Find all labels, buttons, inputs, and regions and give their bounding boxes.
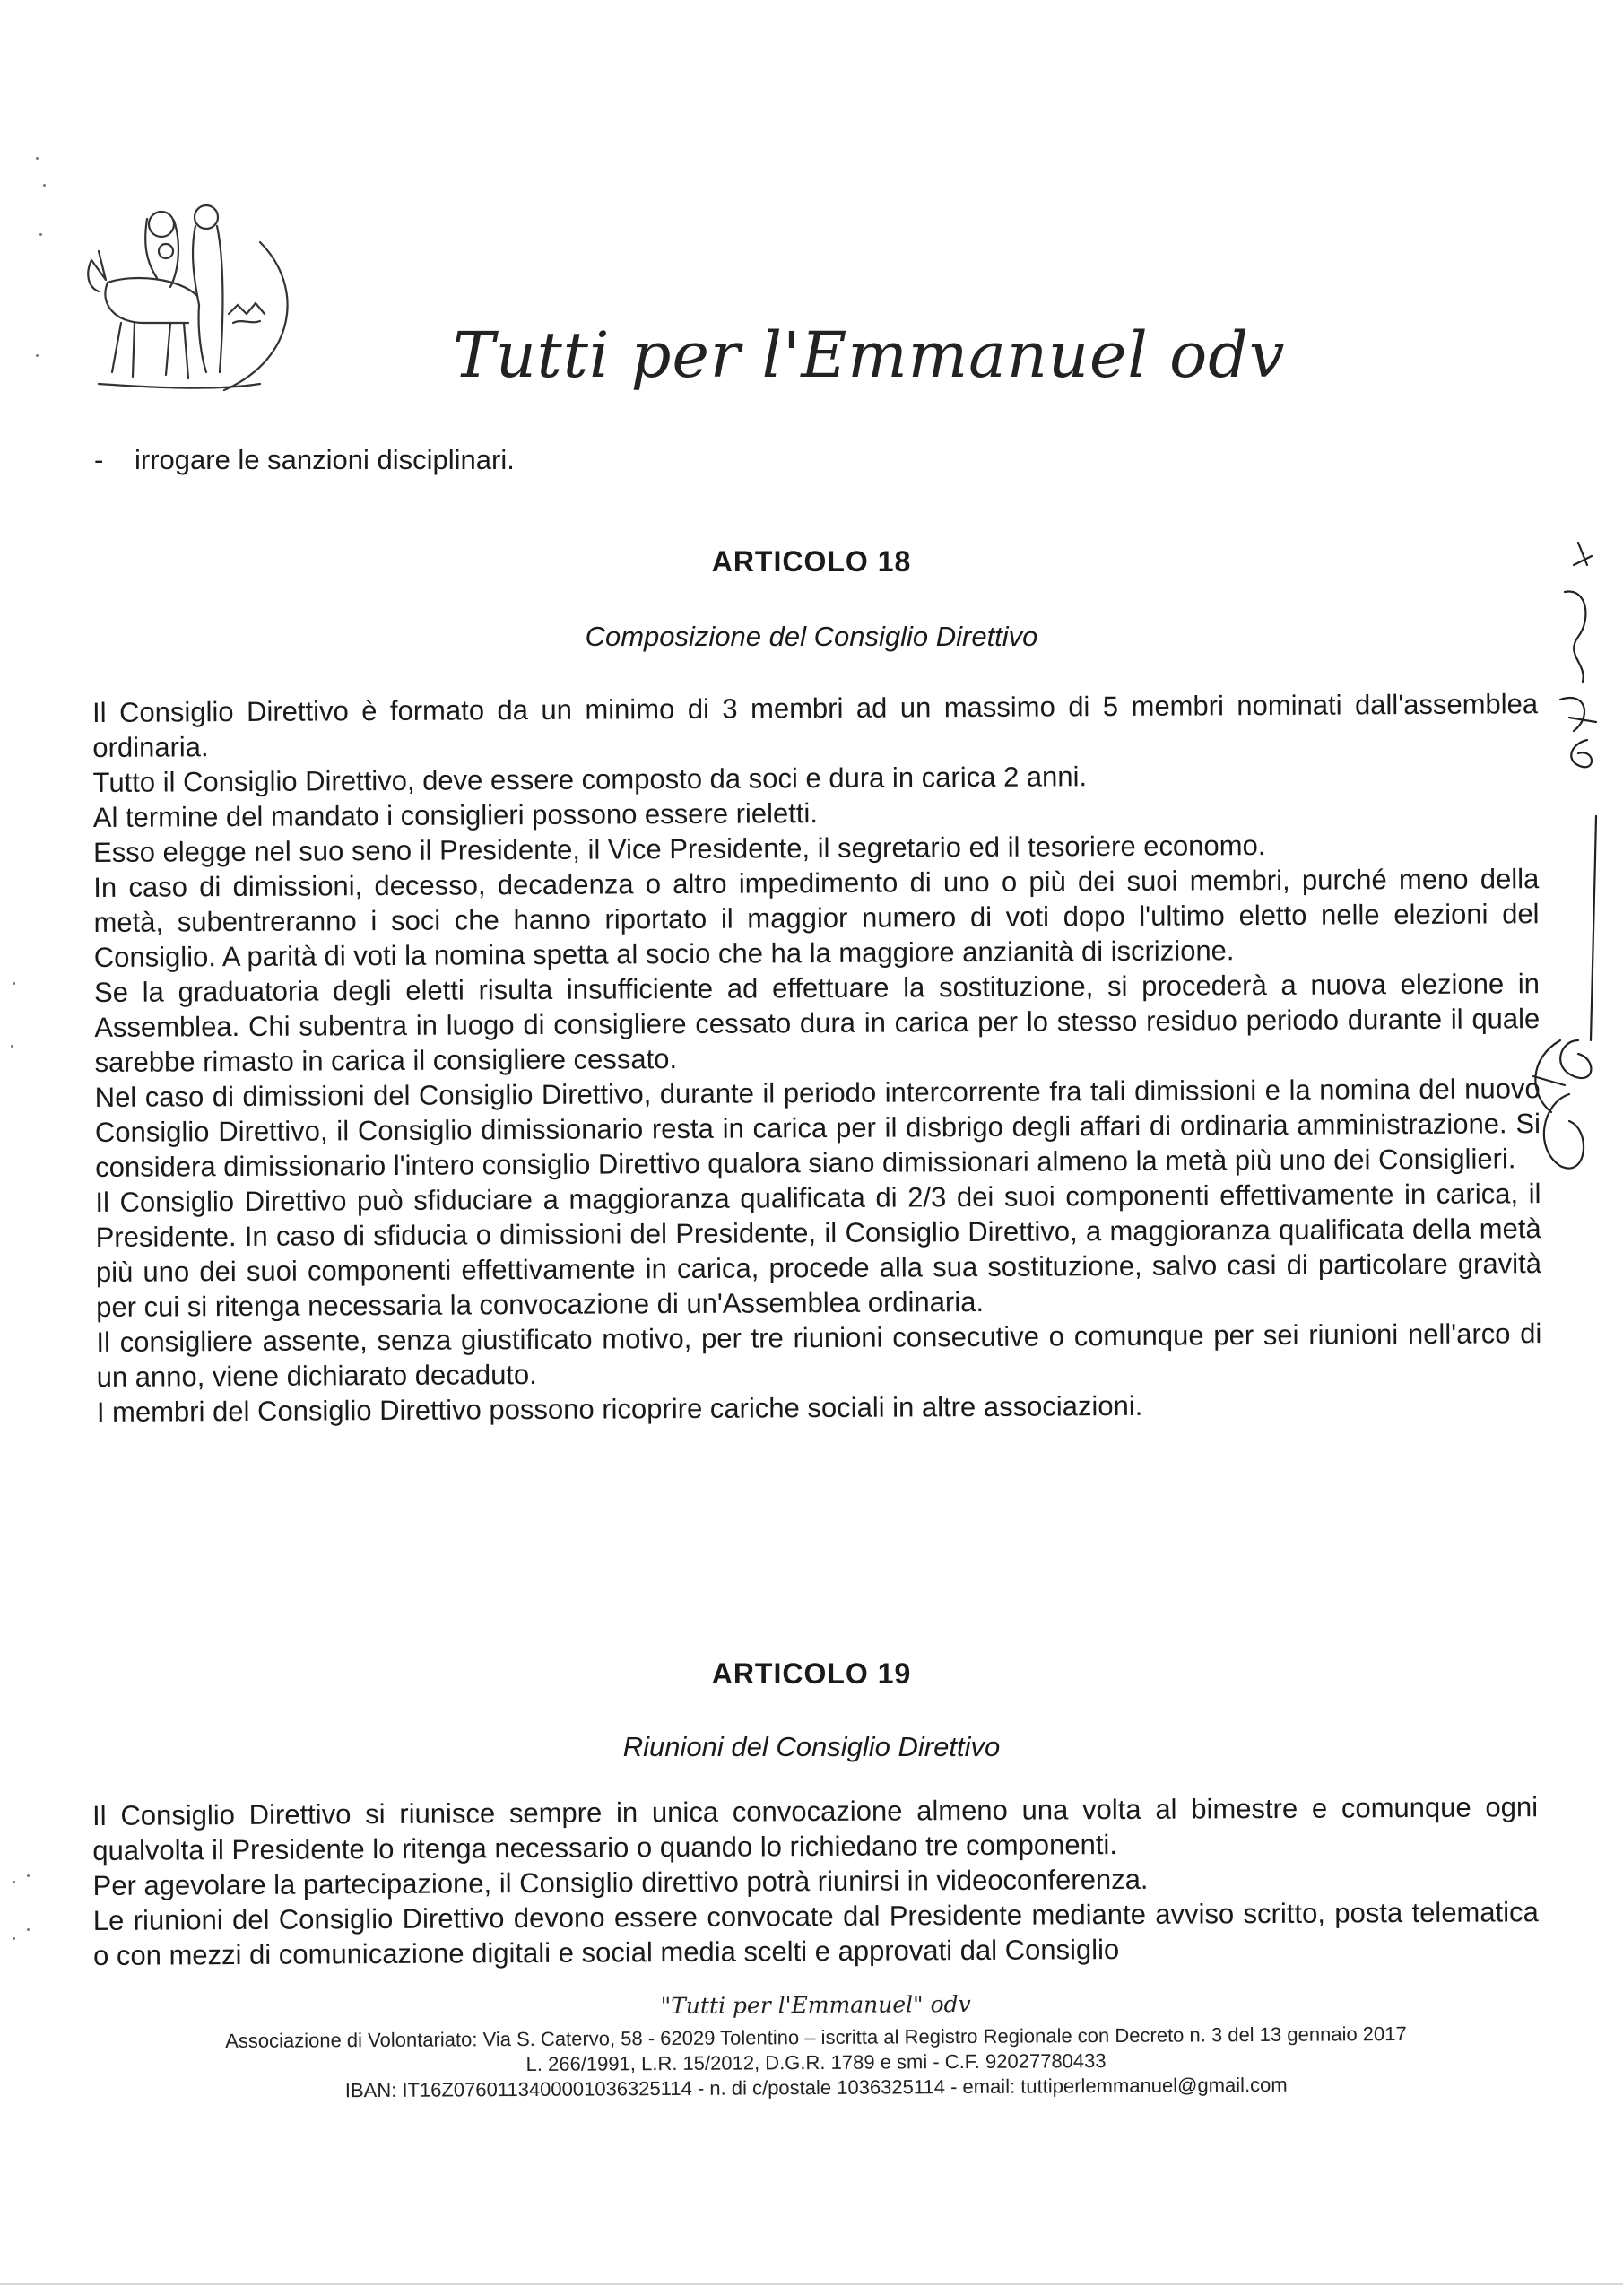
paragraph: Il consigliere assente, senza giustificato motivo, per tre riunioni consecutive o comunque per sei riunioni nell'arco di un anno, viene dichiarato decaduto. bbox=[96, 1318, 1542, 1393]
article-18-title: ARTICOLO 18 bbox=[711, 545, 912, 578]
paragraph: In caso di dimissioni, decesso, decadenza o altro impedimento di uno o più dei suoi membri, purché meno della metà, subentreranno i soci che hanno riportato il maggior numero di voti dopo l'ultimo eletto nelle elezioni del Consiglio. A parità di voti la nomina spetta al socio che ha la maggiore anzianità di iscrizione. bbox=[93, 863, 1540, 973]
scan-speck bbox=[27, 1928, 30, 1931]
scan-speck bbox=[27, 1874, 30, 1877]
organization-name: Tutti per l'Emmanuel odv bbox=[453, 318, 1286, 392]
article-18-body bbox=[92, 686, 1542, 1430]
paragraph: Il Consiglio Direttivo è formato da un minimo di 3 membri ad un massimo di 5 membri nominati dall'assemblea ordinaria. bbox=[92, 688, 1539, 763]
signature-icon bbox=[1524, 538, 1605, 1435]
paragraph: Nel caso di dimissioni del Consiglio Direttivo, durante il periodo intercorrente fra tali dimissioni e la nomina del nuovo Consiglio Direttivo, il Consiglio dimissionario resta in carica per il disbrigo degli affari di ordinaria amministrazione. Si considera dimissionario l'intero consiglio Direttivo qualora siano dimissionari almeno la metà più uno dei Consiglieri. bbox=[94, 1073, 1541, 1183]
footer-line: IBAN: IT16Z0760113400001036325114 - n. di c/postale 1036325114 - email: tuttiperlemmanuel@gmail.com bbox=[344, 2073, 1288, 2102]
paragraph: Al termine del mandato i consiglieri possono essere rieletti. bbox=[92, 797, 819, 833]
scan-speck bbox=[39, 233, 42, 236]
paragraph: Le riunioni del Consiglio Direttivo devono essere convocate dal Presidente mediante avviso scritto, posta telematica o con mezzi di comunicazione digitali e social media scelti e approvati dal Consiglio bbox=[92, 1896, 1539, 1971]
paragraph: Se la graduatoria degli eletti risulta insufficiente ad effettuare la sostituzione, si procederà a nuova elezione in Assemblea. Chi subentra in luogo di consigliere cessato dura in carica per lo stesso residuo periodo durante il quale sarebbe rimasto in carica il consigliere cessato. bbox=[93, 968, 1541, 1078]
scan-speck bbox=[36, 157, 39, 160]
scan-speck bbox=[13, 982, 15, 985]
footer bbox=[135, 1988, 1498, 2104]
paragraph: Tutto il Consiglio Direttivo, deve essere composto da soci e dura in carica 2 anni. bbox=[92, 761, 1088, 798]
paragraph: Esso elegge nel suo seno il Presidente, il Vice Presidente, il segretario ed il tesoriere economo. bbox=[92, 830, 1266, 868]
article-19-body bbox=[92, 1789, 1539, 1973]
scan-speck bbox=[43, 184, 46, 187]
scan-speck bbox=[13, 1937, 15, 1940]
article-18-subtitle: Composizione del Consiglio Direttivo bbox=[585, 621, 1038, 652]
article-19-subtitle: Riunioni del Consiglio Direttivo bbox=[622, 1731, 1001, 1762]
list-item bbox=[94, 444, 515, 476]
paragraph: Il Consiglio Direttivo si riunisce sempre in unica convocazione almeno una volta al bimestre e comunque ogni qualvolta il Presidente lo ritenga necessario o quando lo richiedano tre componenti. bbox=[92, 1791, 1539, 1866]
list-item-text: irrogare le sanzioni disciplinari. bbox=[135, 444, 515, 475]
footer-motto: "Tutti per l'Emmanuel" odv bbox=[660, 1990, 971, 2020]
scan-speck bbox=[13, 1881, 15, 1883]
paragraph: Per agevolare la partecipazione, il Consiglio direttivo potrà riunirsi in videoconferenza. bbox=[92, 1863, 1149, 1901]
article-19-title: ARTICOLO 19 bbox=[711, 1657, 912, 1690]
paragraph: I membri del Consiglio Direttivo possono ricoprire cariche sociali in altre associazioni. bbox=[96, 1389, 1143, 1428]
scan-edge-line bbox=[0, 2283, 1623, 2285]
scan-speck bbox=[36, 354, 39, 357]
scan-speck bbox=[11, 1045, 13, 1048]
holy-family-logo-icon bbox=[81, 179, 350, 413]
paragraph: Il Consiglio Direttivo può sfiduciare a maggioranza qualificata di 2/3 dei suoi componenti effettivamente in carica, il Presidente. In caso di sfiducia o dimissioni del Presidente, il Consiglio Direttivo, a maggioranza qualificata della metà più uno dei suoi componenti effettivamente in carica, procede alla sua sostituzione, salvo casi di particolare gravità per cui si ritenga necessaria la convocazione di un'Assemblea ordinaria. bbox=[95, 1178, 1542, 1323]
footer-line: Associazione di Volontariato: Via S. Catervo, 58 - 62029 Tolentino – iscritta al Registro Regionale con Decreto n. 3 del 13 gennaio 2017 bbox=[225, 2022, 1407, 2053]
footer-line: L. 266/1991, L.R. 15/2012, D.G.R. 1789 e smi - C.F. 92027780433 bbox=[525, 2049, 1107, 2075]
list-dash: - bbox=[94, 444, 104, 475]
